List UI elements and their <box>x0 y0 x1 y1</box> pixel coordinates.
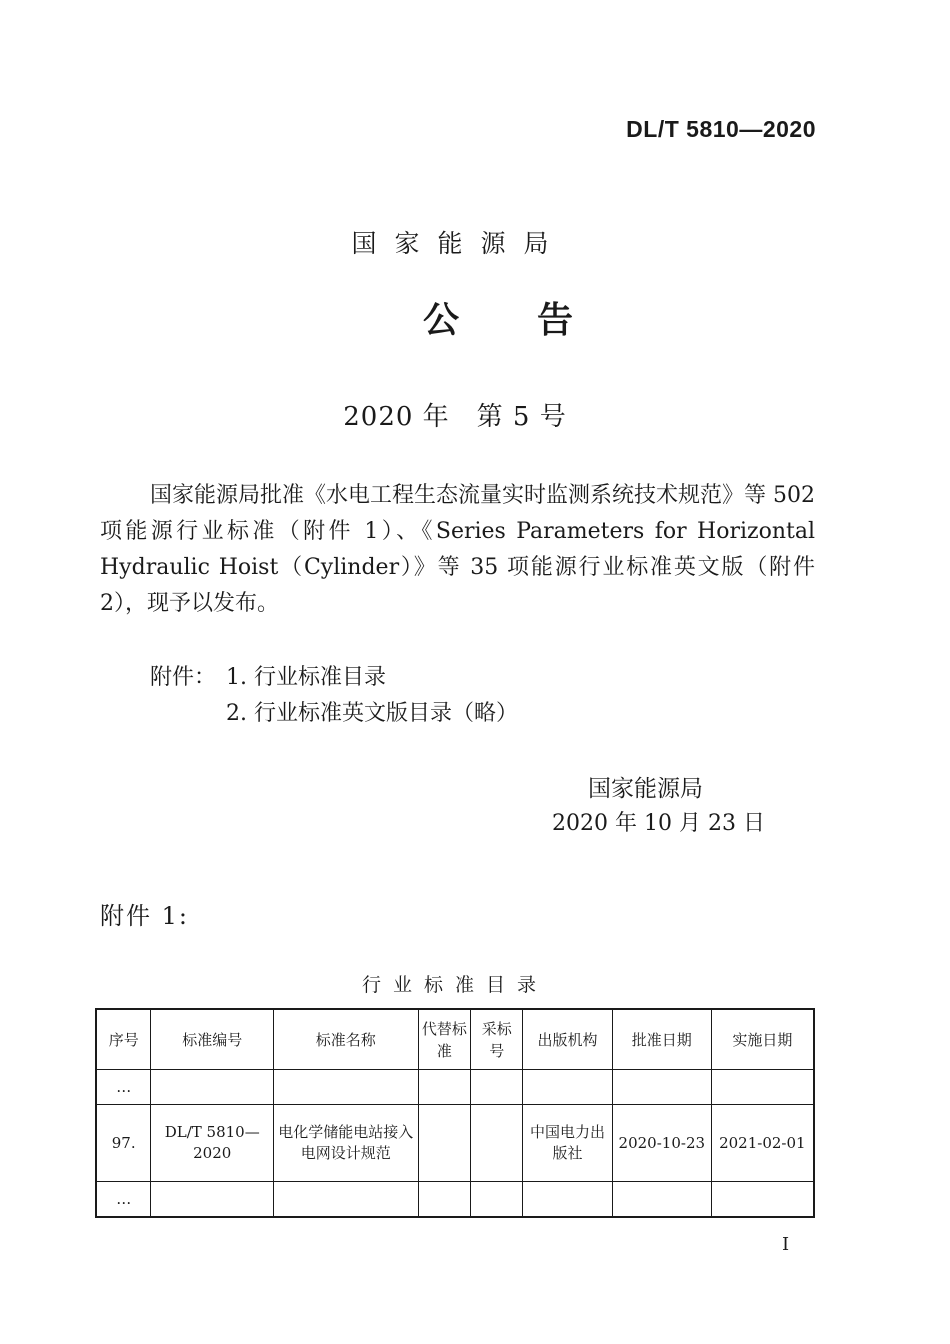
table-cell: DL/T 5810—2020 <box>151 1105 274 1182</box>
table-cell: 2021-02-01 <box>711 1105 814 1182</box>
page-number: I <box>782 1234 790 1255</box>
table-cell <box>523 1182 613 1218</box>
table-cell <box>523 1070 613 1105</box>
column-header: 序号 <box>96 1009 151 1070</box>
table-cell <box>274 1070 418 1105</box>
table-row <box>96 1105 814 1182</box>
column-header: 批准日期 <box>612 1009 711 1070</box>
table-cell <box>151 1182 274 1218</box>
attachments-list <box>150 660 518 732</box>
issuer-name: 国家能源局 <box>351 229 567 258</box>
table-cell <box>711 1182 814 1218</box>
table-cell: 中国电力出版社 <box>523 1105 613 1182</box>
announcement-title: 公告 <box>422 300 651 341</box>
attachment-item: 2. 行业标准英文版目录（略） <box>226 701 518 726</box>
table-cell: 电化学储能电站接入电网设计规范 <box>274 1105 418 1182</box>
table-cell <box>612 1070 711 1105</box>
column-header: 采标号 <box>471 1009 523 1070</box>
issue-number: 2020 年 第 5 号 <box>343 402 567 432</box>
table-row <box>96 1070 814 1105</box>
table-cell: 97. <box>96 1105 151 1182</box>
table-cell: 2020-10-23 <box>612 1105 711 1182</box>
attachment-item: 1. 行业标准目录 <box>226 665 386 690</box>
standards-catalog-table <box>95 1008 815 1218</box>
announcement-body <box>100 478 815 622</box>
table-cell <box>418 1070 471 1105</box>
table-cell <box>151 1070 274 1105</box>
attachments-label: 附件： <box>150 665 217 690</box>
column-header: 实施日期 <box>711 1009 814 1070</box>
table-cell <box>274 1182 418 1218</box>
standard-number: DL/T 5810—2020 <box>626 116 816 142</box>
column-header: 出版机构 <box>523 1009 613 1070</box>
table-cell <box>418 1105 471 1182</box>
column-header: 标准编号 <box>151 1009 274 1070</box>
column-header: 标准名称 <box>274 1009 418 1070</box>
table-cell <box>418 1182 471 1218</box>
attachment1-heading: 附件 1: <box>100 902 189 930</box>
table-cell <box>711 1070 814 1105</box>
table-row <box>96 1182 814 1218</box>
table-cell: … <box>96 1182 151 1218</box>
signature-date: 2020 年 10 月 23 日 <box>552 811 765 836</box>
body-text: 国家能源局批准《水电工程生态流量实时监测系统技术规范》等 502 项能源行业标准（附件 1）、《Series Parameters for Horizontal Hydraulic Hoist（Cylinder）》等 35 项能源行业标准英文版（附件 2），现予以发布。 <box>100 483 815 616</box>
table-cell <box>612 1182 711 1218</box>
table-cell: … <box>96 1070 151 1105</box>
signature-org: 国家能源局 <box>588 776 703 802</box>
table-cell <box>471 1182 523 1218</box>
table-cell <box>471 1105 523 1182</box>
table-header-row <box>96 1009 814 1070</box>
catalog-title: 行业标准目录 <box>361 974 548 996</box>
column-header: 代替标准 <box>418 1009 471 1070</box>
table-cell <box>471 1070 523 1105</box>
